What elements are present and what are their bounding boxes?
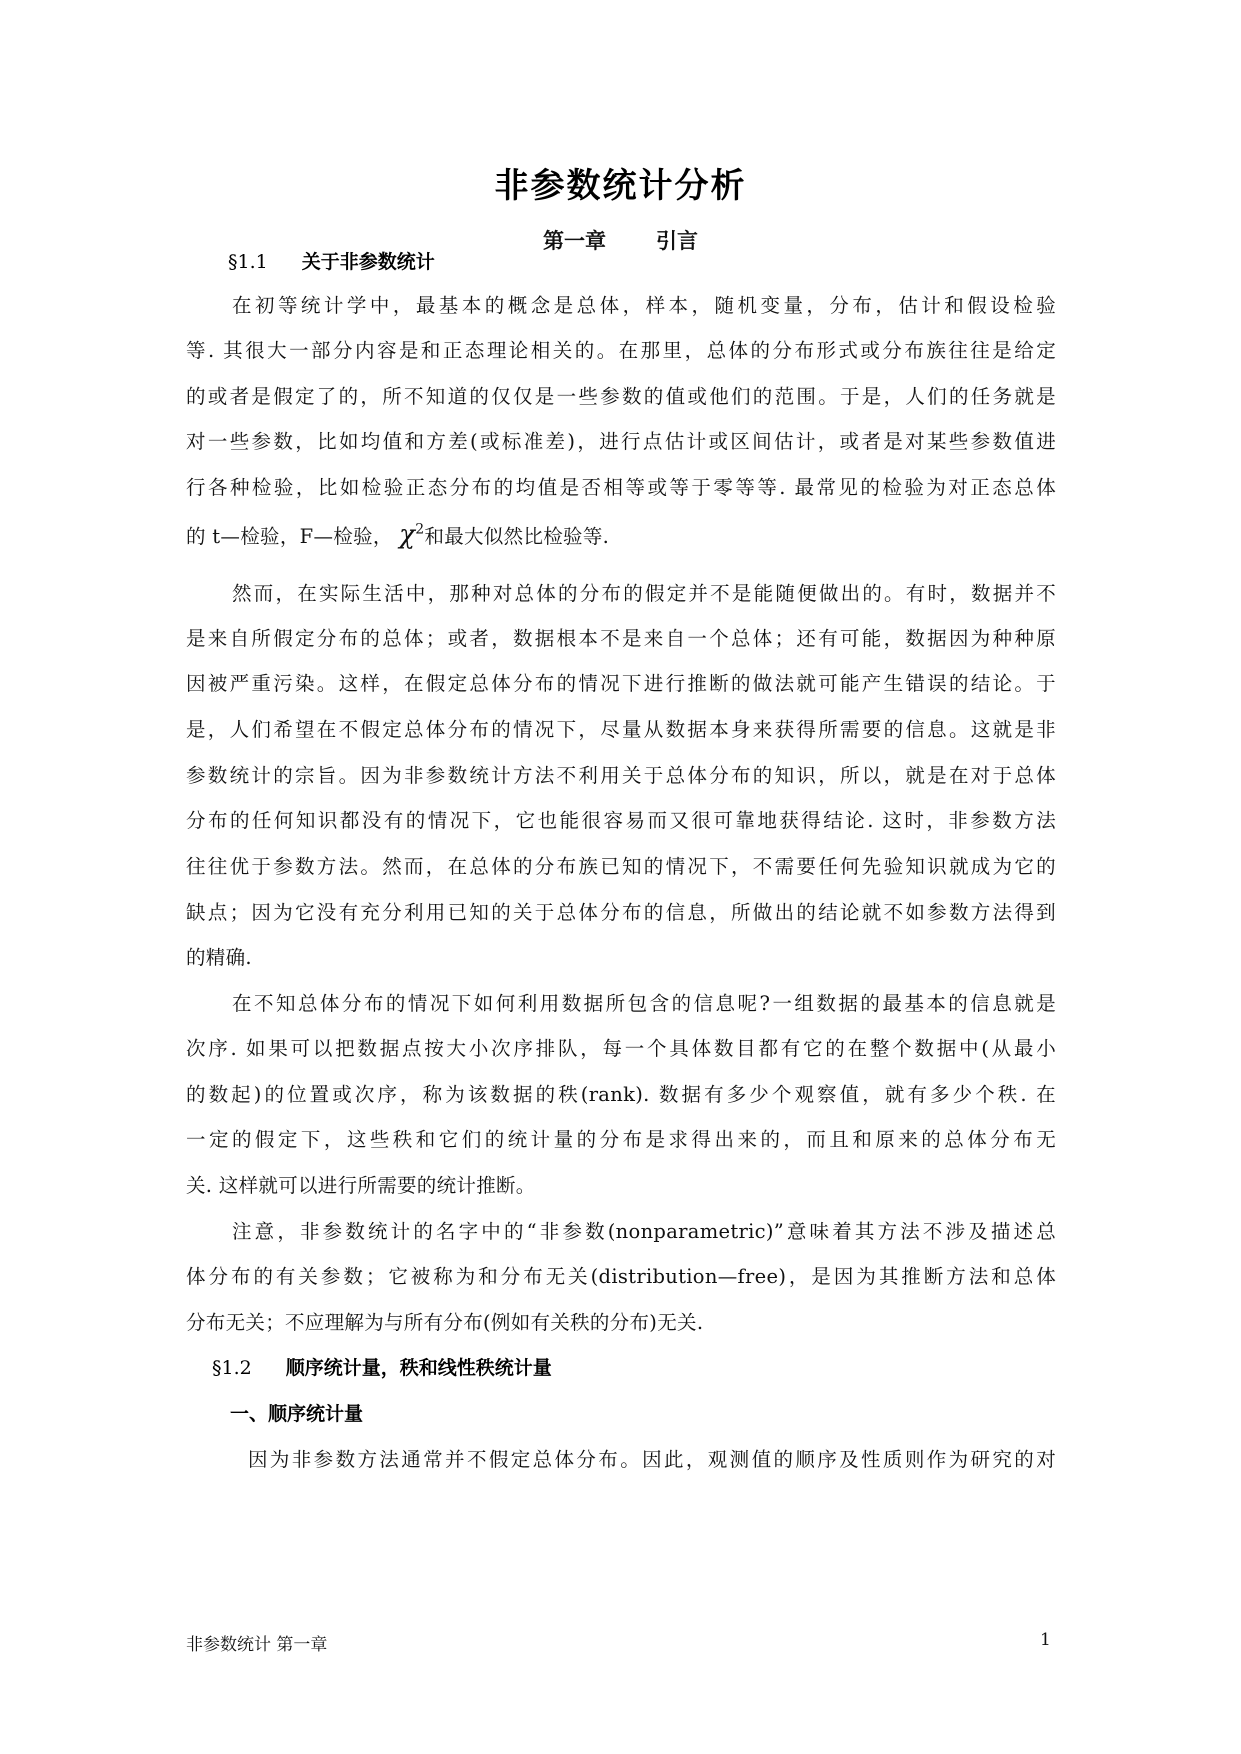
paragraph-line: 对一些参数，比如均值和方差(或标准差)，进行点估计或区间估计，或者是对某些参数值进 [186, 430, 1056, 453]
paragraph-line: 在初等统计学中，最基本的概念是总体，样本，随机变量，分布，估计和假设检验 [232, 294, 1056, 317]
paragraph-line: 行各种检验，比如检验正态分布的均值是否相等或等于零等等. 最常见的检验为对正态总体 [186, 476, 1056, 499]
page-number: 1 [1040, 1630, 1051, 1650]
section-number: §1.1 [228, 251, 268, 273]
paragraph-line: 然而，在实际生活中，那种对总体的分布的假定并不是能随便做出的。有时，数据并不 [232, 582, 1056, 605]
document-title: 非参数统计分析 [494, 166, 747, 206]
section-title: 关于非参数统计 [301, 251, 435, 273]
paragraph-line: 体分布的有关参数；它被称为和分布无关(distribution—free)，是因为其推断方法和总体 [186, 1265, 1056, 1288]
subsection-heading: 一、顺序统计量 [230, 1403, 364, 1425]
text-fragment: 和最大似然比检验等. [424, 525, 610, 548]
paragraph-line: 参数统计的宗旨。因为非参数统计方法不利用关于总体分布的知识，所以，就是在对于总体 [186, 764, 1056, 787]
chapter-heading [0, 225, 1241, 255]
paragraph-line: 一定的假定下，这些秩和它们的统计量的分布是求得出来的，而且和原来的总体分布无 [186, 1128, 1056, 1151]
text-fragment: 的 t—检验，F—检验， [186, 525, 393, 548]
chi-letter: χ [399, 520, 416, 550]
paragraph-line: 分布的任何知识都没有的情况下，它也能很容易而又很可靠地获得结论. 这时，非参数方法 [186, 809, 1056, 832]
paragraph-line: 是来自所假定分布的总体；或者，数据根本不是来自一个总体；还有可能，数据因为种种原 [186, 627, 1056, 650]
paragraph-line: 往往优于参数方法。然而，在总体的分布族已知的情况下，不需要任何先验知识就成为它的 [186, 855, 1056, 878]
chapter-number: 第一章 [543, 229, 606, 253]
chapter-name: 引言 [656, 229, 698, 253]
chi-exponent: 2 [415, 521, 425, 538]
paragraph-line: 分布无关；不应理解为与所有分布(例如有关秩的分布)无关. [186, 1311, 704, 1334]
paragraph-line: 关. 这样就可以进行所需要的统计推断。 [186, 1174, 536, 1197]
footer-label: 非参数统计 第一章 [186, 1635, 328, 1655]
section-number: §1.2 [212, 1357, 252, 1379]
paragraph-line: 因为非参数方法通常并不假定总体分布。因此，观测值的顺序及性质则作为研究的对 [248, 1448, 1056, 1471]
paragraph-line: 的精确. [186, 946, 252, 969]
paragraph-line: 的数起)的位置或次序，称为该数据的秩(rank). 数据有多少个观察值，就有多少个秩. 在 [186, 1083, 1056, 1106]
paragraph-line: 是，人们希望在不假定总体分布的情况下，尽量从数据本身来获得所需要的信息。这就是非 [186, 718, 1056, 741]
paragraph-line: 注意，非参数统计的名字中的“非参数(nonparametric)”意味着其方法不涉及描述总 [232, 1220, 1056, 1243]
paragraph-line: 因被严重污染。这样，在假定总体分布的情况下进行推断的做法就可能产生错误的结论。于 [186, 672, 1056, 695]
paragraph-line-chi [186, 520, 1056, 550]
paragraph-line: 次序. 如果可以把数据点按大小次序排队，每一个具体数目都有它的在整个数据中(从最小 [186, 1037, 1056, 1060]
paragraph-line: 等. 其很大一部分内容是和正态理论相关的。在那里，总体的分布形式或分布族往往是给定 [186, 339, 1056, 362]
section-heading-1-1 [228, 247, 435, 274]
section-title: 顺序统计量，秩和线性秩统计量 [285, 1357, 552, 1379]
paragraph-line: 的或者是假定了的，所不知道的仅仅是一些参数的值或他们的范围。于是，人们的任务就是 [186, 385, 1056, 408]
paragraph-line: 缺点；因为它没有充分利用已知的关于总体分布的信息，所做出的结论就不如参数方法得到 [186, 901, 1056, 924]
section-heading-1-2 [212, 1353, 552, 1380]
paragraph-line: 在不知总体分布的情况下如何利用数据所包含的信息呢?一组数据的最基本的信息就是 [232, 992, 1056, 1015]
chi-square-symbol [399, 520, 424, 550]
